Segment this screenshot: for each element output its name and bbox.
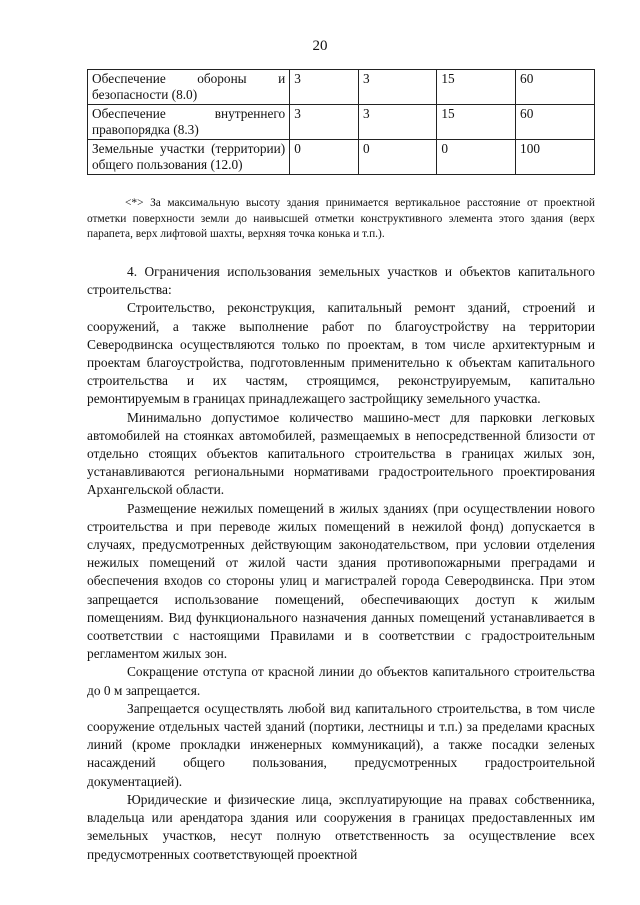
table-cell-name: Земельные участки (территории) общего пользования (12.0) — [88, 140, 290, 175]
table-cell-value: 3 — [290, 105, 359, 140]
table-cell-value: 0 — [290, 140, 359, 175]
norms-table — [87, 69, 595, 175]
table-row — [88, 70, 595, 105]
table-cell-value: 60 — [516, 105, 595, 140]
table-cell-value: 3 — [359, 105, 437, 140]
table-cell-value: 3 — [290, 70, 359, 105]
table-cell-value: 60 — [516, 70, 595, 105]
paragraph: Сокращение отступа от красной линии до объектов капитального строительства до 0 м запрещается. — [87, 664, 595, 698]
section-heading: 4. Ограничения использования земельных участков и объектов капитального строительства: — [87, 264, 595, 298]
table-cell-value: 100 — [516, 140, 595, 175]
page-number: 20 — [312, 38, 328, 54]
table-cell-value: 15 — [437, 105, 516, 140]
paragraph: Минимально допустимое количество машино-мест для парковки легковых автомобилей на стоянках автомобилей, размещаемых в непосредственной близости от отдельно стоящих объектов капитального строительства в границах жилых зон, устанавливаются региональными нормативами градостроительного проектирования Архангельской области. — [87, 409, 595, 498]
table-cell-value: 0 — [359, 140, 437, 175]
paragraph: Строительство, реконструкция, капитальный ремонт зданий, строений и сооружений, а также выполнение работ по благоустройству на территории Северодвинска осуществляются только по проектам, в том числе архитектурным и проектам благоустройства, подготовленным применительно к объектам капитального строительства и их частям, строящимся, реконструируемым, капитально ремонтируемым в границах принадлежащего застройщику земельного участка. — [87, 300, 595, 407]
table-cell-value: 3 — [359, 70, 437, 105]
paragraph: Запрещается осуществлять любой вид капитального строительства, в том числе сооружение отдельных частей зданий (портики, лестницы и т.п.) за пределами красных линий (кроме прокладки инженерных коммуникаций), а также посадки зеленых насаждений общего пользования, предусмотренных градостроительной документацией). — [87, 700, 595, 789]
paragraph: Юридические и физические лица, эксплуатирующие на правах собственника, владельца или арендатора здания или сооружения в границах предоставленных им земельных участков, несут полную ответственность за осуществление всех предусмотренных соответствующей проектной — [87, 791, 595, 862]
table-row — [88, 140, 595, 175]
paragraph: Размещение нежилых помещений в жилых зданиях (при осуществлении нового строительства и при переводе жилых помещений в нежилой фонд) допускается в случаях, предусмотренных действующим законодательством, при условии отделения нежилых помещений от жилой части здания противопожарными преградами и обеспечения входов со стороны улиц и магистралей города Северодвинска. При этом запрещается использование помещений, обеспечивающих доступ к жилым помещениям. Вид функционального назначения данных помещений устанавливается в соответствии с настоящими Правилами и в соответствии с градостроительным регламентом жилых зон. — [87, 500, 595, 662]
table-row — [88, 105, 595, 140]
table-cell-name: Обеспечение внутреннего правопорядка (8.3) — [88, 105, 290, 140]
table-cell-value: 0 — [437, 140, 516, 175]
table-cell-value: 15 — [437, 70, 516, 105]
body-text — [87, 263, 595, 864]
footnote: <*> За максимальную высоту здания принимается вертикальное расстояние от проектной отметки поверхности земли до наивысшей отметки конструктивного элемента этого здания (верх парапета, верх лифтовой шахты, верхняя точка конька и т.п.). — [87, 197, 595, 240]
table-cell-name: Обеспечение обороны и безопасности (8.0) — [88, 70, 290, 105]
